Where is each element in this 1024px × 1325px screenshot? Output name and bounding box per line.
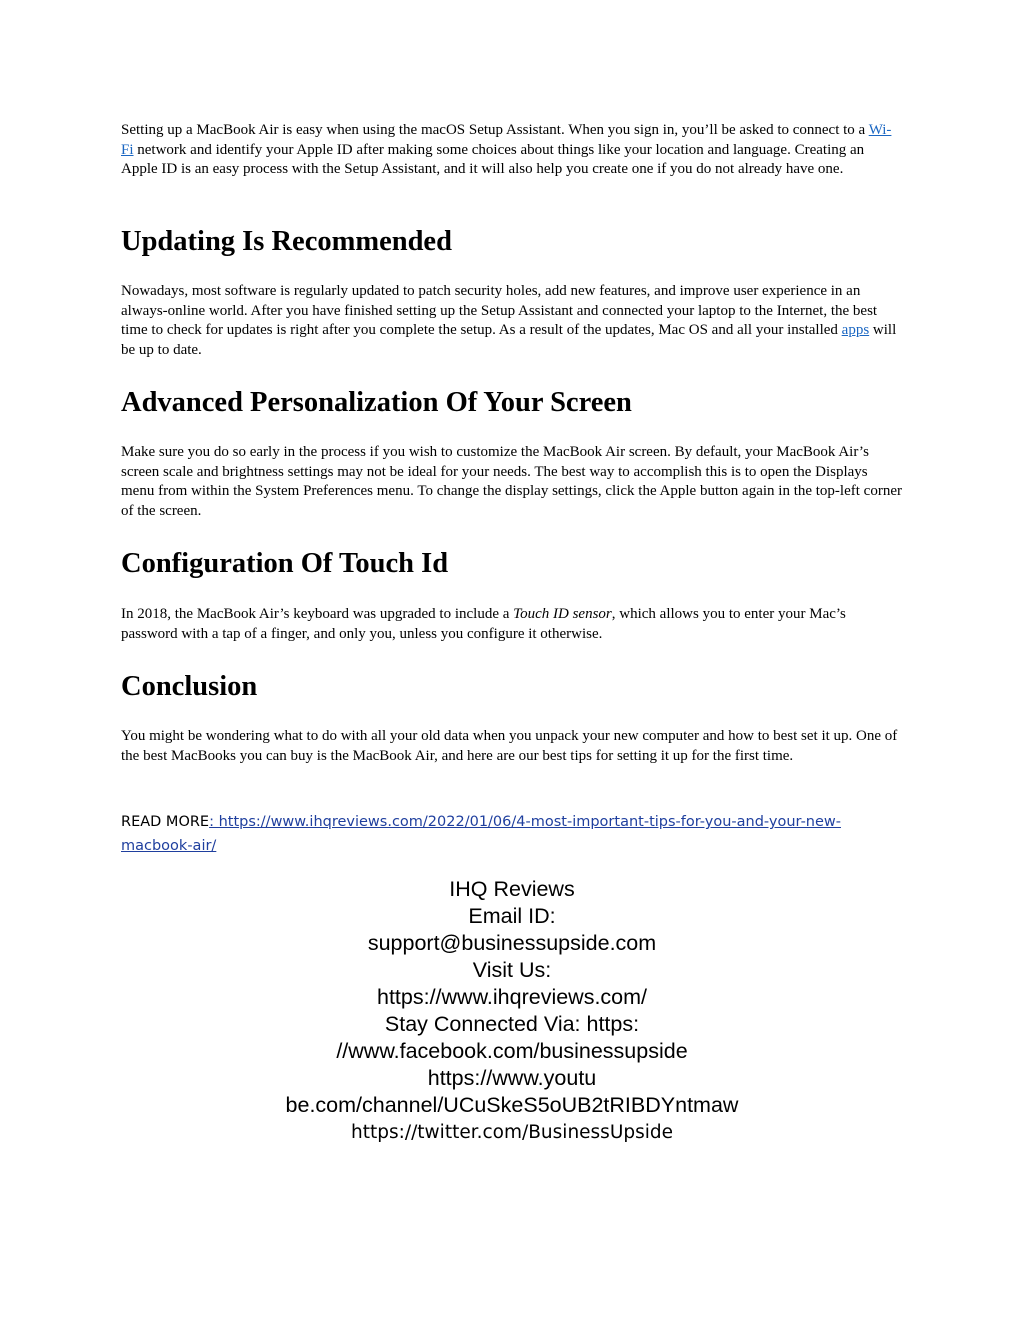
updating-heading: Updating Is Recommended	[121, 226, 452, 257]
read-more-link[interactable]: : https://www.ihqreviews.com/2022/01/06/4-most-important-tips-for-you-and-your-new-macbook-air/	[121, 814, 841, 854]
touchid-text-start: In 2018, the MacBook Air’s keyboard was upgraded to include a	[121, 606, 514, 622]
updating-text-start: Nowadays, most software is regularly updated to patch security holes, add new features, and improve user experience in an always-online world. After you have finished setting up the Setup Assistant and connected your laptop to the Internet, the best time to check for updates is right after you complete the setup. As a result of the updates, Mac OS and all your installed	[121, 283, 878, 338]
updating-text-end: will be up to date.	[121, 322, 897, 358]
footer-email-label: Email ID:	[468, 904, 556, 928]
touchid-body	[121, 605, 903, 644]
updating-section	[121, 225, 903, 259]
apps-link[interactable]: apps	[841, 322, 870, 338]
personalization-section	[121, 386, 903, 420]
intro-text-start: Setting up a MacBook Air is easy when using the macOS Setup Assistant. When you sign in, you’ll be asked to connect to a	[121, 122, 869, 138]
footer-stay-connected: Stay Connected Via: https:	[384, 1012, 640, 1036]
footer-visit-label: Visit Us:	[472, 958, 552, 982]
footer-facebook: //www.facebook.com/businessupside	[336, 1039, 688, 1063]
conclusion-body	[121, 727, 903, 766]
footer-twitter: https://twitter.com/BusinessUpside	[350, 1122, 674, 1143]
touchid-section	[121, 547, 903, 581]
conclusion-heading: Conclusion	[121, 671, 258, 702]
footer-email: support@businessupside.com	[367, 931, 657, 955]
personalization-body	[121, 443, 903, 521]
read-more	[121, 810, 903, 858]
updating-paragraph	[121, 282, 903, 360]
read-more-label: READ MORE	[121, 814, 210, 830]
footer-youtube-part1: https://www.youtu	[427, 1066, 597, 1090]
footer-site-name: IHQ Reviews	[449, 877, 575, 901]
intro-section	[121, 121, 903, 180]
touchid-paragraph	[121, 605, 903, 644]
wifi-link[interactable]: Wi-Fi	[121, 122, 892, 158]
conclusion-section	[121, 670, 903, 704]
personalization-heading: Advanced Personalization Of Your Screen	[121, 387, 632, 418]
updating-body	[121, 282, 903, 360]
intro-paragraph	[121, 121, 903, 180]
footer-website: https://www.ihqreviews.com/	[376, 985, 648, 1009]
intro-text-end: network and identify your Apple ID after making some choices about things like your location and language. Creating an Apple ID is an easy process with the Setup Assistant, and it will also help you create one if you do not already have one.	[121, 141, 865, 177]
conclusion-paragraph: You might be wondering what to do with all your old data when you unpack your new computer and how to best set it up. One of the best MacBooks you can buy is the MacBook Air, and here are our best tips for setting it up for the first time.	[121, 728, 898, 764]
touchid-heading: Configuration Of Touch Id	[121, 548, 449, 579]
footer-youtube-part2: be.com/channel/UCuSkeS5oUB2tRIBDYntmaw	[285, 1093, 739, 1117]
touchid-sensor-emphasis: Touch ID sensor	[513, 606, 612, 622]
read-more-line	[121, 810, 903, 858]
touchid-text-end: , which allows you to enter your Mac’s password with a tap of a finger, and only you, unless you configure it otherwise.	[121, 606, 846, 642]
personalization-paragraph: Make sure you do so early in the process if you wish to customize the MacBook Air screen. By default, your MacBook Air’s screen scale and brightness settings may not be ideal for your needs. The best way to accomplish this is to open the Displays menu from within the System Preferences menu. To change the display settings, click the Apple button again in the top-left corner of the screen.	[121, 444, 902, 519]
contact-footer	[0, 876, 1024, 1146]
